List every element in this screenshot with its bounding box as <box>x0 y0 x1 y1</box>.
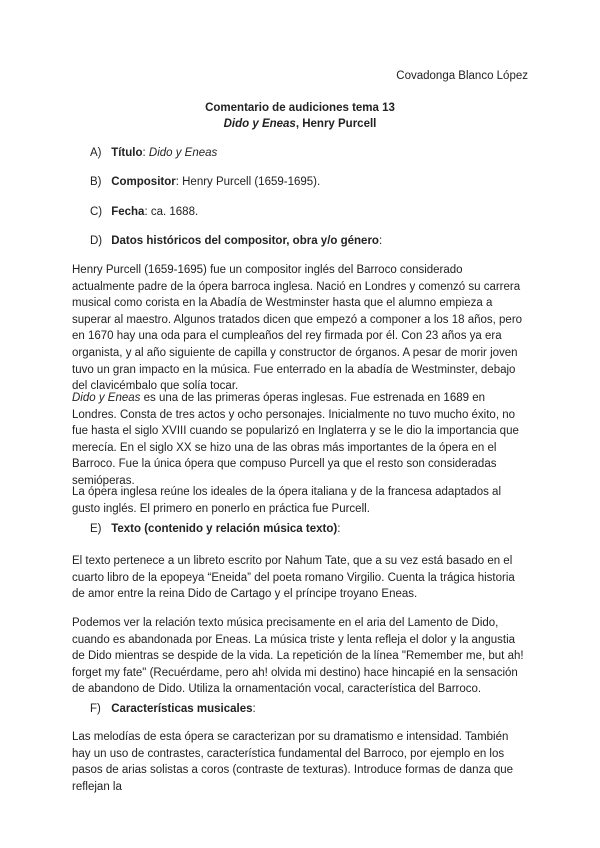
document-title <box>0 100 600 132</box>
item-value: : <box>337 523 341 535</box>
paragraph-english-opera: La ópera inglesa reúne los ideales de la ópera italiana y de la francesa adaptados al gusto inglés. El primero en ponerlo en práctica fue Purcell. <box>72 486 501 515</box>
subtitle-line <box>0 116 600 132</box>
item-value: : <box>252 703 256 715</box>
work-title: Dido y Eneas <box>72 392 141 404</box>
paragraph-lament: Podemos ver la relación texto música precisamente en el aria del Lamento de Dido, cuando es abandonada por Eneas. La música triste y lenta refleja el dolor y la angustia de Dido mientras se despide de la vida. La repetición de la línea "Remember me, but ah! forget my fate" (Recuérdame, pero ah! olvida mi destino) hace hincapié en la sensación de abandono de Dido. Utiliza la ornamentación vocal, característica del Barroco. <box>72 617 524 696</box>
item-value: Dido y Eneas <box>148 147 218 159</box>
item-label: Compositor <box>111 176 176 188</box>
item-letter: C) <box>90 206 103 218</box>
paragraph-musical-features: Las melodías de esta ópera se caracterizan por su dramatismo e intensidad. También hay un uso de contrastes, característica fundamental del Barroco, por ejemplo en los pasos de arias solistas a coros (contraste de texturas). Introduce formas de danza que reflejan la <box>72 731 514 793</box>
paragraph-text: es una de las primeras óperas inglesas. Fue estrenada en 1689 en Londres. Consta de tres actos y ocho personajes. Inicialmente no tuvo mucho éxito, no fue hasta el siglo XVIII cuando se popularizó en Inglaterra y se le dio la importancia que merecía. En el siglo XX se hizo una de las obras más importantes de la ópera en el Barroco. Fue la única ópera que compuso Purcell ya que el resto son consideradas semióperas. <box>72 392 519 487</box>
item-label: Texto (contenido y relación música texto) <box>111 523 338 535</box>
item-texto <box>90 521 340 537</box>
item-value: Henry Purcell (1659-1695). <box>182 176 321 188</box>
item-label: Fecha <box>111 206 145 218</box>
item-label: Datos históricos del compositor, obra y/o género <box>111 235 379 247</box>
item-letter: F) <box>90 703 101 715</box>
item-caracteristicas <box>90 701 256 717</box>
author-name: Covadonga Blanco López <box>396 70 528 82</box>
item-datos-historicos <box>90 233 382 249</box>
item-value: : <box>378 235 383 247</box>
title-line: Comentario de audiciones tema 13 <box>205 102 395 114</box>
paragraph-biography: Henry Purcell (1659-1695) fue un compositor inglés del Barroco considerado actualmente padre de la ópera barroca inglesa. Nació en Londres y comenzó su carrera musical como corista en la Abadía de Westminster hasta que el alumno empieza a superar al maestro. Algunos tratados dicen que empezó a componer a los 18 años, pero en 1670 hay una oda para el cumpleaños del rey firmada por él. Con 23 años ya era organista, y al año siguiente de capilla y constructor de órganos. A pesar de morir joven tuvo un gran impacto en la música. Fue enterrado en la abadía de Westminster, debajo del clavicémbalo que solía tocar. <box>72 264 523 393</box>
item-letter: B) <box>90 176 102 188</box>
item-letter: E) <box>90 523 102 535</box>
item-titulo: A) Título: Dido y Eneas <box>90 147 218 159</box>
item-value: ca. 1688. <box>150 206 199 218</box>
item-fecha: C) Fecha: ca. 1688. <box>90 206 199 218</box>
item-label: Título <box>111 147 143 159</box>
paragraph-libretto: El texto pertenece a un libreto escrito por Nahum Tate, que a su vez está basado en el cuarto libro de la epopeya “Eneida” del poeta romano Virgilio. Cuenta la trágica historia de amor entre la reina Dido de Cartago y el príncipe troyano Eneas. <box>72 555 515 601</box>
item-compositor: B) Compositor: Henry Purcell (1659-1695). <box>90 176 321 188</box>
item-letter: D) <box>90 235 103 247</box>
paragraph-opera-history <box>72 390 528 490</box>
composer-suffix: , Henry Purcell <box>295 118 377 130</box>
item-label: Características musicales <box>111 703 253 715</box>
work-title: Dido y Eneas <box>223 118 296 130</box>
item-letter: A) <box>90 147 102 159</box>
